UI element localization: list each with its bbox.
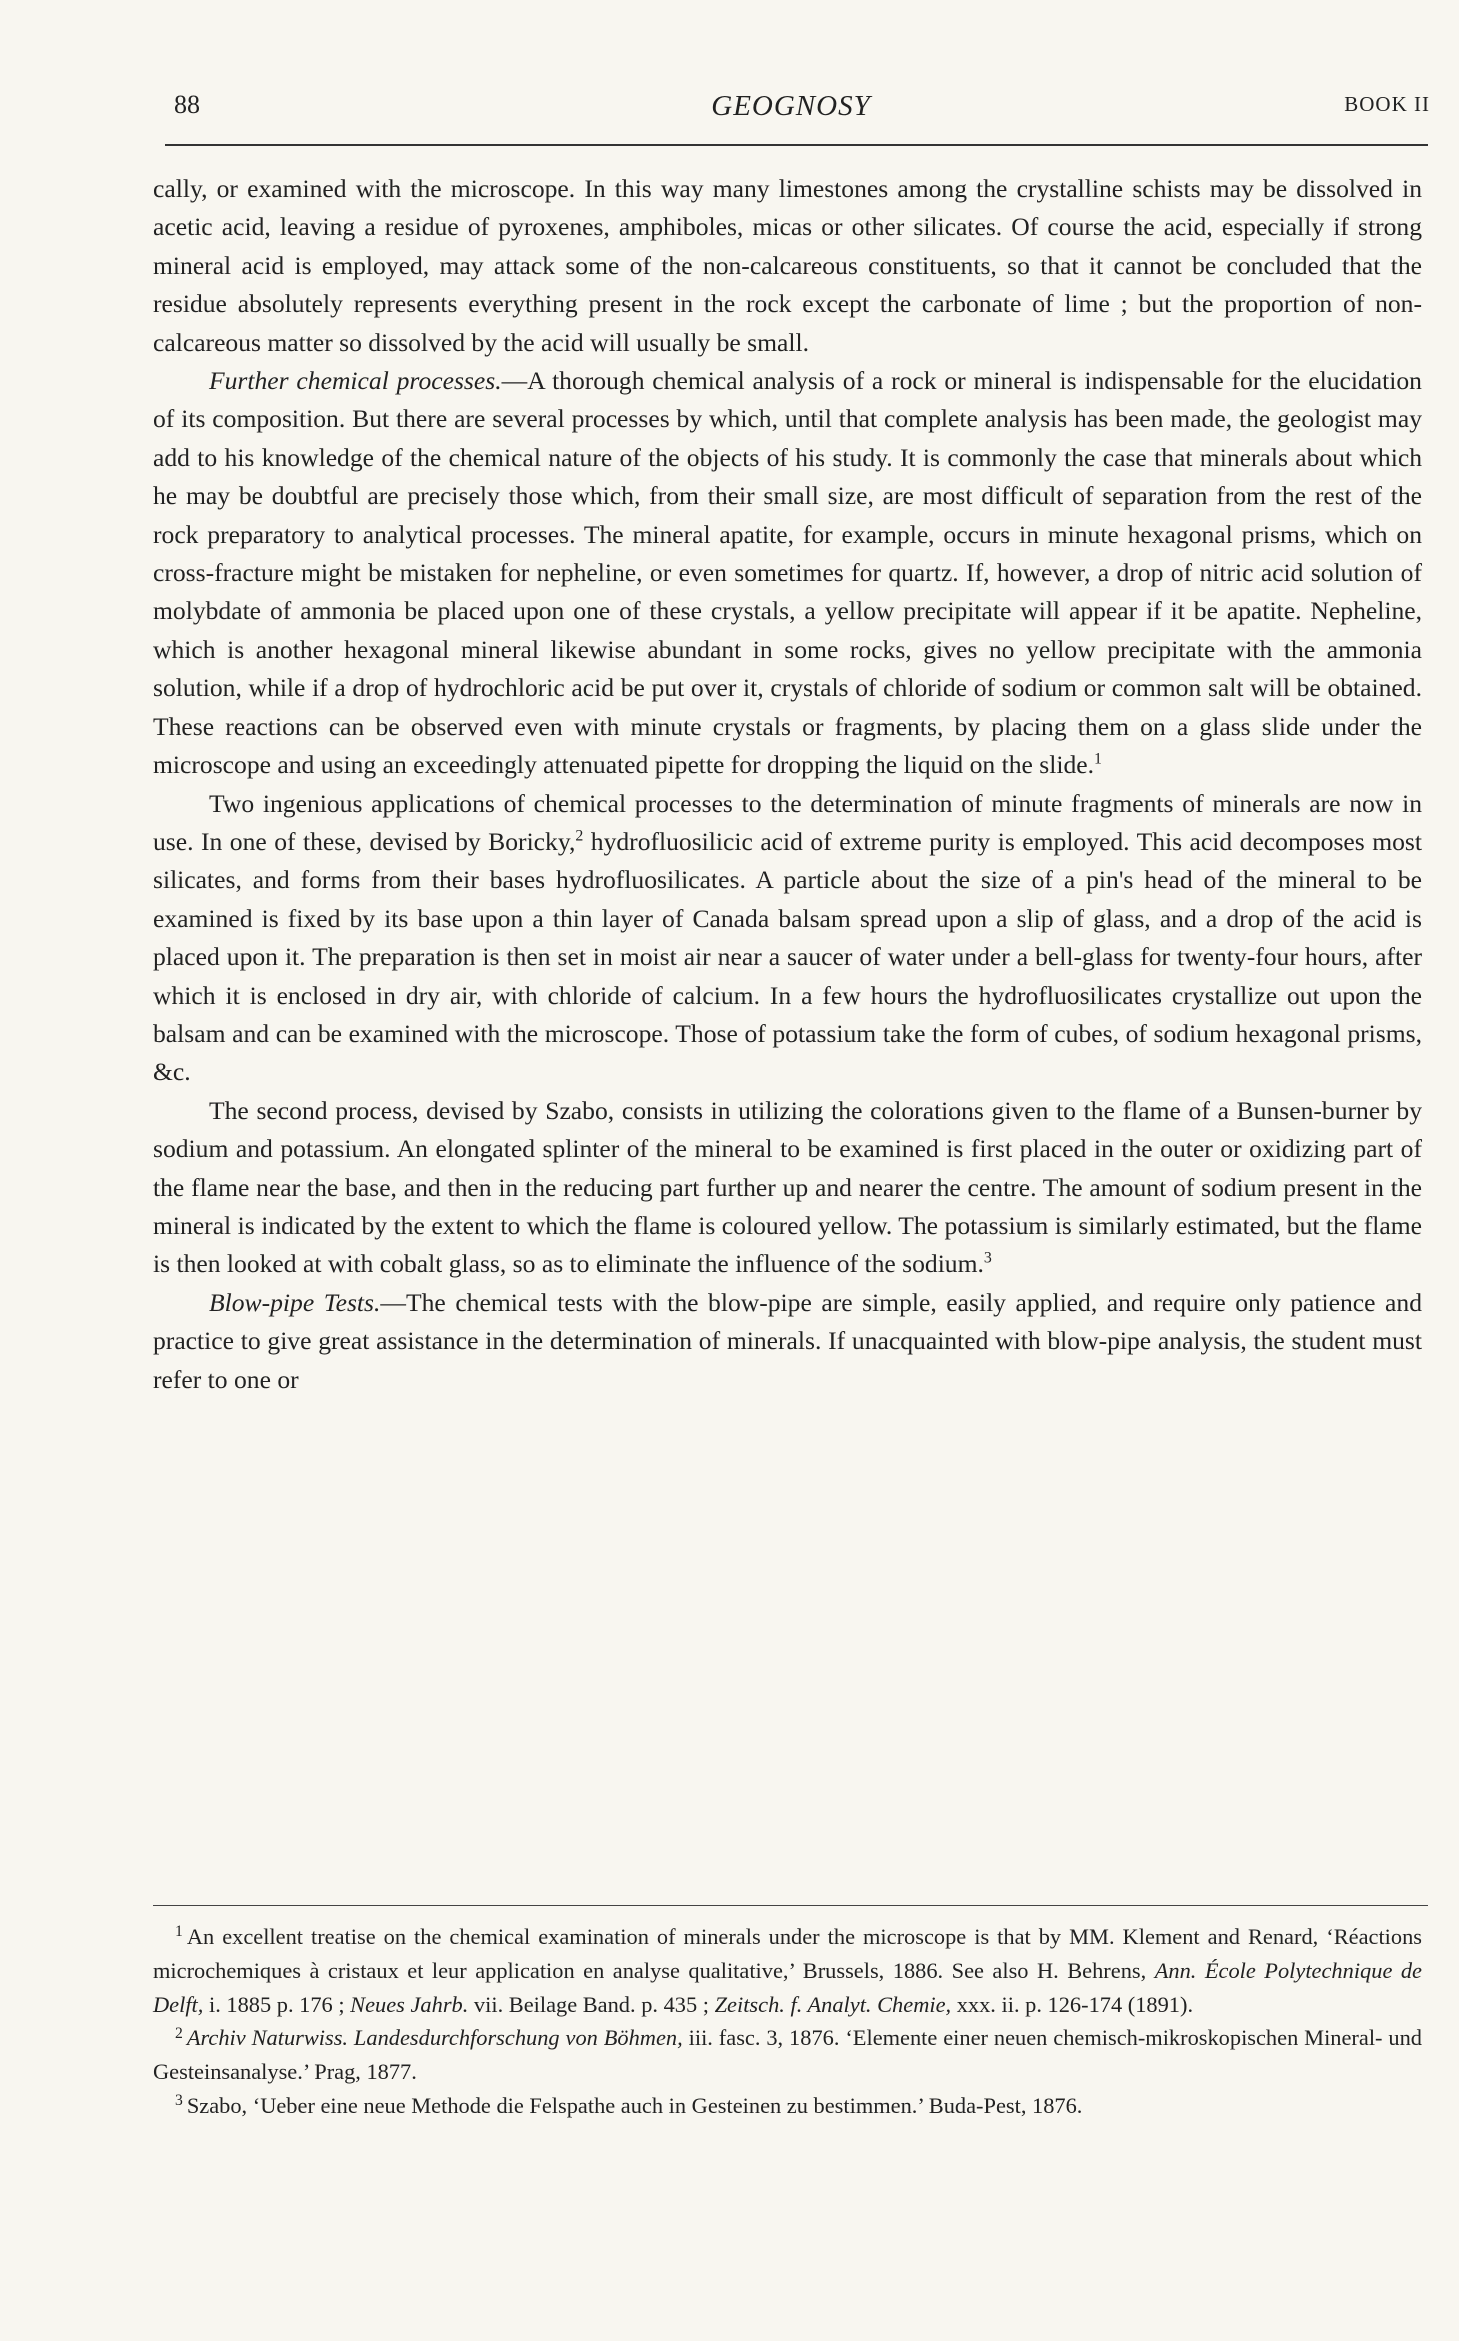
section-lead: Further chemical processes. <box>209 366 502 396</box>
footnote: $^3$ Szabo, ‘Ueber eine neue Methode die Felspathe auch in Gesteinen zu bestimmen.’ Buda-Pest, 1876. <box>175 2092 1083 2118</box>
paragraph: Two ingenious applications of chemical processes to the determination of minute fragments of minerals are now in use. In one of these, devised by Boricky,$^2$ hydrofluosilicic acid of extreme purity is employed. This acid decomposes most silicates, and forms from their bases hydrofluosilicates. A particle about the size of a pin's head of the mineral to be examined is fixed by its base upon a thin layer of Canada balsam spread upon a slip of glass, and a drop of the acid is placed upon it. The preparation is then set in moist air near a saucer of water under a bell-glass for twenty-four hours, after which it is enclosed in dry air, with chloride of calcium. In a few hours the hydrofluosilicates crystallize out upon the balsam and can be examined with the microscope. Those of potassium take the form of cubes, of sodium hexagonal prisms, &c. <box>153 788 1422 1087</box>
paragraph: Blow-pipe Tests.—The chemical tests with the blow-pipe are simple, easily applied, and require only patience and practice to give great assistance in the determination of minerals. If unacquainted with blow-pipe analysis, the student must refer to one or <box>153 1287 1422 1394</box>
page-number: 88 <box>174 90 200 119</box>
paragraph: cally, or examined with the microscope. In this way many limestones among the crystalline schists may be dissolved in acetic acid, leaving a residue of pyroxenes, amphiboles, micas or other silicates. Of course the acid, especially if strong mineral acid is employed, may attack some of the non-calcareous constituents, so that it cannot be concluded that the residue absolutely represents everything present in the rock except the carbonate of lime ; but the proportion of non-calcareous matter so dissolved by the acid will usually be small. <box>153 174 1422 357</box>
paragraph: The second process, devised by Szabo, consists in utilizing the colorations given to the flame of a Bunsen-burner by sodium and potassium. An elongated splinter of the mineral to be examined is first placed in the outer or oxidizing part of the flame near the base, and then in the reducing part further up and nearer the centre. The amount of sodium present in the mineral is indicated by the extent to which the flame is coloured yellow. The potassium is similarly estimated, but the flame is then looked at with cobalt glass, so as to eliminate the influence of the sodium.$^3$ <box>153 1095 1422 1279</box>
footnote-ref: 3 <box>983 1249 992 1267</box>
footnote-rule <box>153 1905 1428 1906</box>
page-header <box>152 90 1430 130</box>
footnote: $^1$ An excellent treatise on the chemical examination of minerals under the microscope is that by MM. Klement and Renard, ‘Réactions microchemiques à cristaux et leur application en analyse qualitative,’ Brussels, 1886. See also H. Behrens, Ann. École Polytechnique de Delft, i. 1885 p. 176 ; Neues Jahrb. vii. Beilage Band. p. 435 ; Zeitsch. f. Analyt. Chemie, xxx. ii. p. 126-174 (1891). <box>153 1923 1422 2017</box>
book-label: BOOK II <box>1344 92 1430 116</box>
footnotes <box>153 1920 1422 2123</box>
header-rule <box>165 144 1428 146</box>
paragraph: Further chemical processes.—A thorough chemical analysis of a rock or mineral is indispensable for the elucidation of its composition. But there are several processes by which, until that complete analysis has been made, the geologist may add to his knowledge of the chemical nature of the objects of his study. It is commonly the case that minerals about which he may be doubtful are precisely those which, from their small size, are most difficult of separation from the rest of the rock preparatory to analytical processes. The mineral apatite, for example, occurs in minute hexagonal prisms, which on cross-fracture might be mistaken for nepheline, or even sometimes for quartz. If, however, a drop of nitric acid solution of molybdate of ammonia be placed upon one of these crystals, a yellow precipitate will appear if it be apatite. Nepheline, which is another hexagonal mineral likewise abundant in some rocks, gives no yellow precipitate with the ammonia solution, while if a drop of hydrochloric acid be put over it, crystals of chloride of sodium or common salt will be obtained. These reactions can be observed even with minute crystals or fragments, by placing them on a glass slide under the microscope and using an exceedingly attenuated pipette for dropping the liquid on the slide.$^1$ <box>153 366 1422 780</box>
footnote-ref: 1 <box>1094 750 1102 768</box>
running-title: GEOGNOSY <box>711 90 871 122</box>
body-text <box>153 170 1422 1399</box>
footnote: $^2$ Archiv Naturwiss. Landesdurchforschung von Böhmen, iii. fasc. 3, 1876. ‘Elemente einer neuen chemisch-mikroskopischen Mineral- und Gesteinsanalyse.’ Prag, 1877. <box>153 2024 1423 2085</box>
section-lead: Blow-pipe Tests. <box>209 1287 381 1317</box>
footnote-ref: 2 <box>575 827 584 845</box>
